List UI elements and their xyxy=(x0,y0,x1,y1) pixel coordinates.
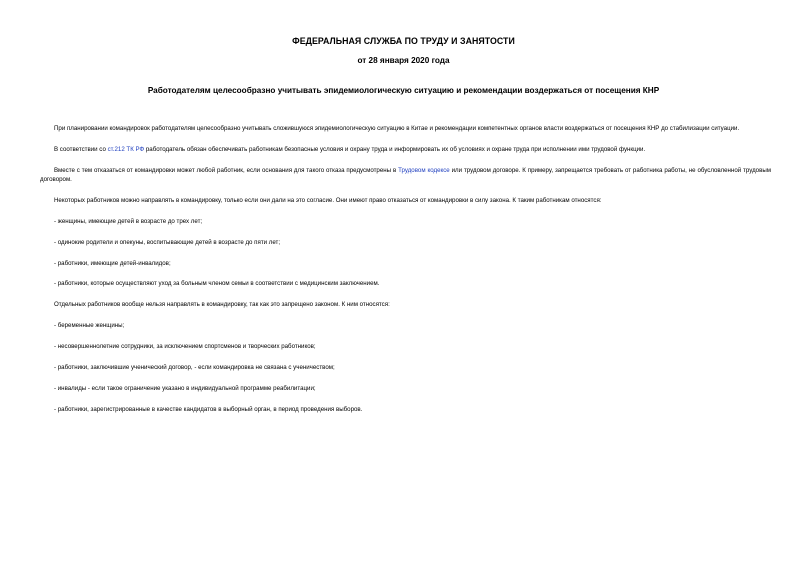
paragraph: Отдельных работников вообще нельзя направлять в командировку, так как это запрещено законом. К ним относятся: xyxy=(54,301,390,309)
paragraph: При планировании командировок работодателям целесообразно учитывать сложившуюся эпидемиологическую ситуацию в Китае и рекомендации компетентных органов власти воздержаться от посещения КНР до стабилизации ситуации. xyxy=(54,125,740,132)
text-span: В соответствии со xyxy=(54,145,108,153)
text-span: или трудовом договоре. К примеру, запрещается требовать от работника работы, не обусловленной трудовым договором. xyxy=(40,166,771,183)
document-body xyxy=(40,125,771,427)
list-item: - инвалиды - если такое ограничение указано в индивидуальной программе реабилитации; xyxy=(54,385,316,393)
labor-code-link[interactable]: Трудовом кодексе xyxy=(398,166,450,174)
labor-code-article-link[interactable]: ст.212 ТК РФ xyxy=(107,145,145,153)
paragraph xyxy=(40,146,771,155)
list-item: - работники, имеющие детей-инвалидов; xyxy=(54,259,171,267)
document-title: Работодателям целесообразно учитывать эпидемиологическую ситуацию и рекомендации воздержаться от посещения КНР xyxy=(147,86,660,95)
agency-heading: ФЕДЕРАЛЬНАЯ СЛУЖБА ПО ТРУДУ И ЗАНЯТОСТИ xyxy=(292,36,515,46)
text-span: Вместе с тем отказаться от командировки может любой работник, если основания для такого отказа предусмотрены в xyxy=(54,166,399,174)
list-item: - работники, которые осуществляют уход за больным членом семьи в соответствии с медицинским заключением. xyxy=(54,280,380,288)
document-date: от 28 января 2020 года xyxy=(357,56,450,65)
list-item: - женщины, имеющие детей в возрасте до трех лет; xyxy=(54,217,203,225)
text-span: работодатель обязан обеспечивать работникам безопасные условия и охрану труда и информировать их об условиях и охране труда при исполнении ими трудовой функции. xyxy=(144,145,646,153)
list-item: - одинокие родители и опекуны, воспитывающие детей в возрасте до пяти лет; xyxy=(54,238,281,246)
list-item: - работники, заключившие ученический договор, - если командировка не связана с ученичеством; xyxy=(54,364,335,372)
list-item: - беременные женщины; xyxy=(54,322,125,330)
paragraph: Некоторых работников можно направлять в командировку, только если они дали на это согласие. Они имеют право отказаться от командировки в силу закона. К таким работникам относятся: xyxy=(54,196,602,204)
list-item: - несовершеннолетние сотрудники, за исключением спортсменов и творческих работников; xyxy=(54,343,316,351)
paragraph xyxy=(40,167,771,184)
list-item: - работники, зарегистрированные в качестве кандидатов в выборный орган, в период проведения выборов. xyxy=(54,406,363,414)
